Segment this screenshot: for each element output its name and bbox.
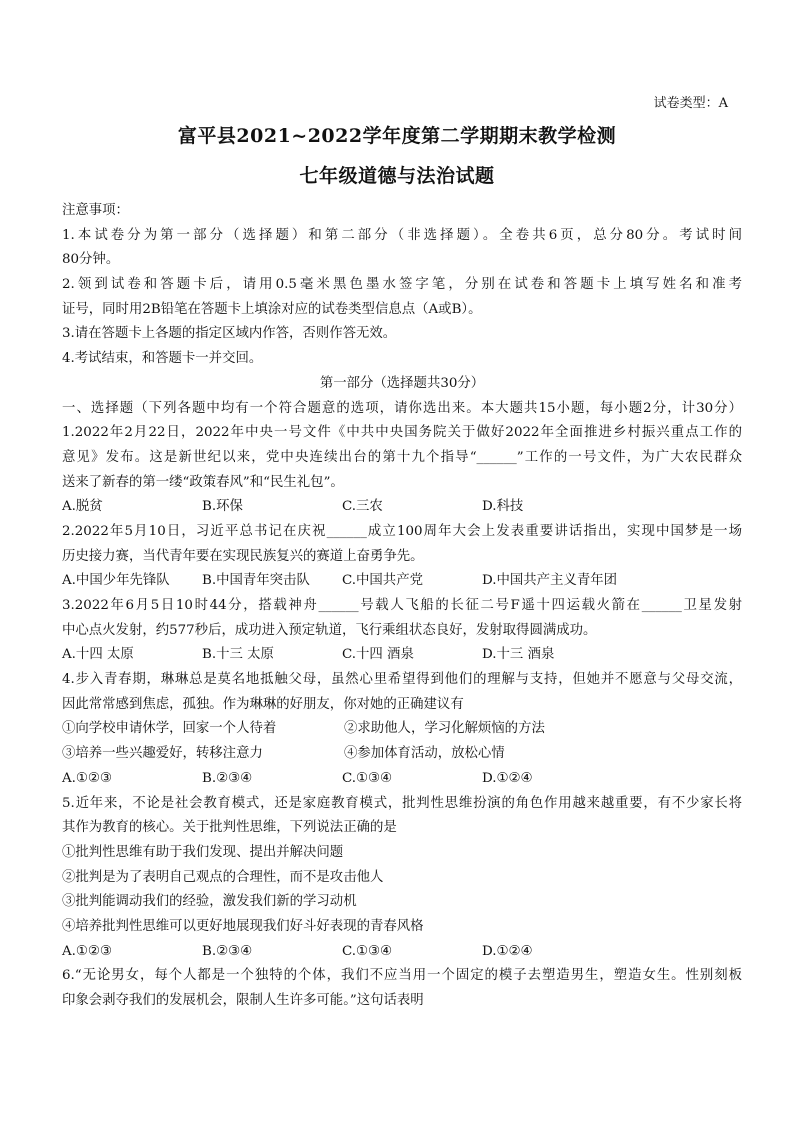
question-stem-line: 2.2022年5月10日，习近平总书记在庆祝______成立100周年大会上发表重要讲话指出，实现中国梦是一场 (62, 523, 742, 539)
question-stem-line: 因此常常感到焦虑，孤独。作为琳琳的好朋友，你对她的正确建议有 (62, 696, 464, 712)
question-stem-line: 其作为教育的核心。关于批判性思维，下列说法正确的是 (62, 820, 397, 836)
notes-heading: 注意事项： (62, 203, 129, 218)
option-b: B.②③④ (202, 770, 253, 786)
option-d: D.①②④ (482, 770, 533, 786)
option-b: B.中国青年突击队 (202, 573, 310, 589)
answer-options (62, 940, 742, 965)
question-stem-line: 意见》发布。这是新世纪以来，党中央连续出台的第十九个指导“______”工作的一号文件，为广大农民群众 (62, 449, 742, 465)
statement-items (62, 742, 742, 767)
option-a: A.中国少年先锋队 (62, 573, 170, 589)
note-line: 4.考试结束，和答题卡一并交回。 (62, 351, 263, 367)
question-stem-line: 4.步入青春期，琳琳总是莫名地抵触父母，虽然心里希望得到他们的理解与支持，但她并不愿意与父母交流， (62, 672, 742, 688)
option-c: C.①③④ (342, 770, 393, 786)
option-a: A.十四 太原 (62, 647, 134, 663)
option-c: C.中国共产党 (342, 573, 423, 589)
statement-item: ②批判是为了表明自己观点的合理性，而不是攻击他人 (62, 869, 384, 885)
note-line: 3.请在答题卡上各题的指定区域内作答，否则作答无效。 (62, 326, 397, 342)
paper-type-label: 试卷类型：A (653, 96, 728, 111)
option-c: C.十四 酒泉 (342, 647, 414, 663)
statement-item: ④培养批判性思维可以更好地展现我们好斗好表现的青春风格 (62, 918, 424, 934)
section-intro: 一、选择题（下列各题中均有一个符合题意的选项，请你选出来。本大题共15小题，每小题2分，计30分） (62, 400, 742, 416)
option-d: D.①②④ (482, 943, 533, 959)
note-line: 1.本试卷分为第一部分（选择题）和第二部分（非选择题）。全卷共6页，总分80分。考试时间 (62, 227, 742, 243)
question-stem-line: 6.“无论男女，每个人都是一个独特的个体，我们不应当用一个固定的模子去塑造男生，塑造女生。性别刻板 (62, 968, 742, 984)
option-a: A.①②③ (62, 770, 112, 786)
answer-options (62, 767, 742, 792)
question-stem-line: 5.近年来，不论是社会教育模式，还是家庭教育模式，批判性思维扮演的角色作用越来越重要，有不少家长将 (62, 795, 742, 811)
answer-options (62, 643, 742, 668)
statement-item: ①向学校申请休学，回家一个人待着 (62, 721, 277, 737)
note-line: 80分钟。 (62, 252, 120, 268)
answer-options (62, 569, 742, 594)
option-a: A.脱贫 (62, 499, 103, 515)
option-b: B.环保 (202, 499, 243, 515)
option-d: D.中国共产主义青年团 (482, 573, 618, 589)
option-a: A.①②③ (62, 943, 112, 959)
option-c: C.三农 (342, 499, 383, 515)
part1-heading: 第一部分（选择题共30分） (319, 375, 485, 391)
answer-options (62, 495, 742, 520)
question-stem-line: 送来了新春的第一缕“政策春风”和“民生礼包”。 (62, 474, 344, 490)
note-line: 2.领到试卷和答题卡后，请用0.5毫米黑色墨水签字笔，分别在试卷和答题卡上填写姓名和准考 (62, 277, 742, 293)
question-stem-line: 中心点火发射，约577秒后，成功进入预定轨道，飞行乘组状态良好，发射取得圆满成功。 (62, 622, 597, 638)
exam-subtitle: 七年级道德与法治试题 (299, 165, 495, 187)
option-c: C.①③④ (342, 943, 393, 959)
exam-title: 富平县2021~2022学年度第二学期期末教学检测 (177, 125, 617, 147)
statement-item: ③批判能调动我们的经验，激发我们新的学习动机 (62, 894, 357, 910)
exam-content (62, 199, 742, 1014)
option-d: D.十三 酒泉 (482, 647, 555, 663)
question-stem-line: 印象会剥夺我们的发展机会，限制人生许多可能。”这句话表明 (62, 993, 424, 1008)
note-line: 证号，同时用2B铅笔在答题卡上填涂对应的试卷类型信息点（A或B）。 (62, 301, 482, 317)
question-stem-line: 3.2022年6月5日10时44分，搭载神舟______号载人飞船的长征二号F遥十四运载火箭在______卫星发射 (62, 598, 742, 613)
statement-item: ②求助他人，学习化解烦恼的方法 (344, 721, 545, 737)
statement-items (62, 717, 742, 742)
question-stem-line: 历史接力赛，当代青年要在实现民族复兴的赛道上奋勇争先。 (62, 548, 424, 564)
question-stem-line: 1.2022年2月22日，2022年中央一号文件《中共中央国务院关于做好2022年全面推进乡村振兴重点工作的 (62, 425, 742, 441)
statement-item: ④参加体育活动，放松心情 (344, 746, 505, 762)
option-b: B.十三 太原 (202, 647, 274, 663)
option-d: D.科技 (482, 499, 524, 515)
option-b: B.②③④ (202, 943, 253, 959)
statement-item: ①批判性思维有助于我们发现、提出并解决问题 (62, 844, 344, 860)
statement-item: ③培养一些兴趣爱好，转移注意力 (62, 746, 263, 762)
